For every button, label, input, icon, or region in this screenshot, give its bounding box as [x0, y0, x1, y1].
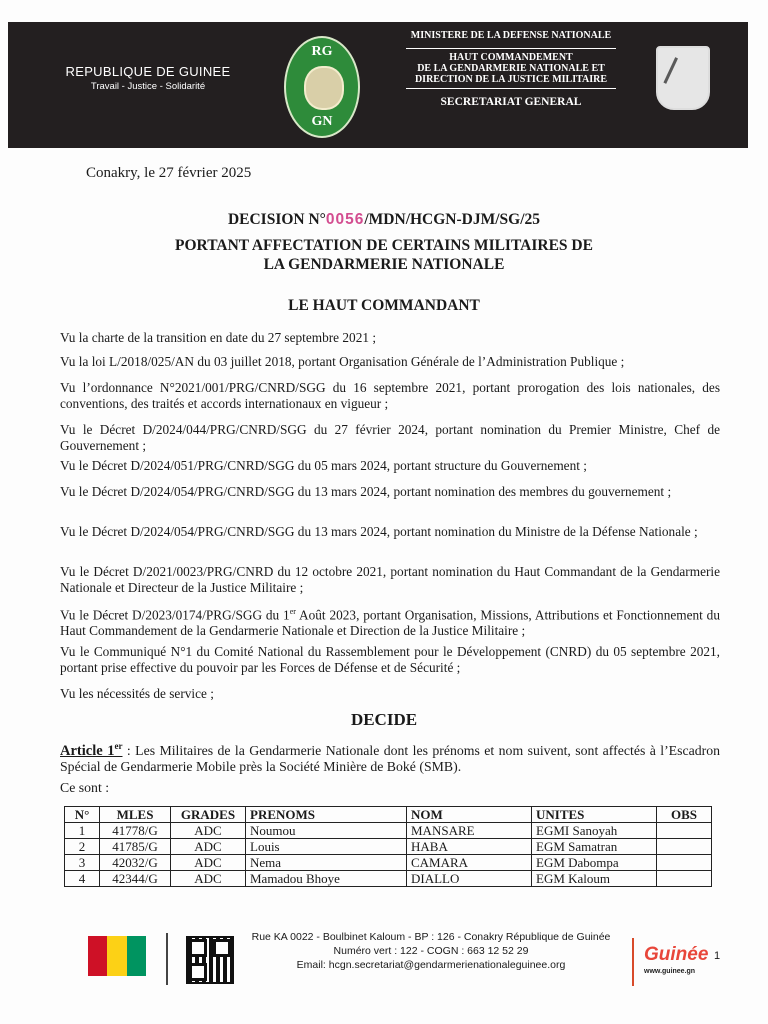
cell-unite: EGM Kaloum — [532, 871, 657, 887]
col-unites: UNITES — [532, 807, 657, 823]
col-obs: OBS — [657, 807, 712, 823]
table-header-row — [65, 807, 712, 823]
footer-contact — [236, 930, 626, 972]
cell-mles: 41778/G — [100, 823, 171, 839]
footer-divider — [166, 933, 168, 985]
consideration-3: Vu l’ordonnance N°2021/001/PRG/CNRD/SGG du 16 septembre 2021, portant prorogation des lois nationales, des conventions, des traités et accords internationaux en vigueur ; — [60, 380, 720, 411]
flag-stripe-green — [127, 936, 146, 976]
flag-stripe-red — [88, 936, 107, 976]
gendarmerie-emblem — [284, 36, 360, 138]
consideration-2: Vu la loi L/2018/025/AN du 03 juillet 2018, portant Organisation Générale de l’Administration Publique ; — [60, 354, 625, 369]
cell-prenoms: Nema — [246, 855, 407, 871]
personnel-table — [64, 806, 712, 887]
consideration-5: Vu le Décret D/2024/051/PRG/CNRD/SGG du 05 mars 2024, portant structure du Gouvernement ; — [60, 458, 587, 473]
cell-mles: 42032/G — [100, 855, 171, 871]
emblem-bottom-text: GN — [311, 114, 333, 129]
consideration-10: Vu le Communiqué N°1 du Comité National du Rassemblement pour le Développement (CNRD) du 05 septembre 2021, portant prise effective du pouvoir par les Forces de Défense et de Sécurité ; — [60, 644, 720, 675]
logo-text: Guinée — [644, 944, 709, 965]
guinee-logo — [644, 944, 708, 975]
cell-obs — [657, 839, 712, 855]
decision-prefix: DECISION N° — [227, 211, 326, 228]
footer-email[interactable]: Email: hcgn.secretariat@gendarmerienationaleguinee.org — [296, 959, 566, 971]
footer-address: Rue KA 0022 - Boulbinet Kaloum - BP : 126 - Conakry République de Guinée — [251, 931, 611, 943]
cell-grade: ADC — [171, 839, 246, 855]
place-date: Conakry, le 27 février 2025 — [86, 165, 252, 181]
these-are: Ce sont : — [60, 780, 110, 795]
republic-block — [38, 64, 258, 92]
command-line-1: HAUT COMMANDEMENT — [449, 52, 573, 63]
article-1-sep: : — [122, 742, 136, 758]
command-line-3: DIRECTION DE LA JUSTICE MILITAIRE — [414, 74, 608, 85]
cell-mles: 41785/G — [100, 839, 171, 855]
divider — [406, 48, 616, 49]
table-row — [65, 823, 712, 839]
secretariat-name: SECRETARIAT GENERAL — [440, 96, 582, 108]
col-mles: MLES — [100, 807, 171, 823]
ministry-block — [376, 30, 646, 108]
decision-subject-1: PORTANT AFFECTATION DE CERTAINS MILITAIRES DE — [175, 237, 593, 254]
ministry-name: MINISTERE DE LA DEFENSE NATIONALE — [410, 30, 612, 41]
cell-nom: CAMARA — [407, 855, 532, 871]
page-number: 1 — [714, 950, 721, 962]
qr-code-icon[interactable] — [186, 936, 234, 984]
article-1-text: Les Militaires de la Gendarmerie Nationale dont les prénoms et nom suivent, sont affectés à l’Escadron Spécial de Gendarmerie Mobile près la Société Minière de Boké (SMB). — [60, 742, 721, 774]
cell-prenoms: Noumou — [246, 823, 407, 839]
cell-grade: ADC — [171, 823, 246, 839]
cell-obs — [657, 855, 712, 871]
consideration-11: Vu les nécessités de service ; — [60, 686, 214, 701]
header-banner — [8, 22, 748, 148]
cell-obs — [657, 871, 712, 887]
cell-grade: ADC — [171, 855, 246, 871]
col-grades: GRADES — [171, 807, 246, 823]
national-seal-icon — [656, 46, 710, 110]
consideration-8: Vu le Décret D/2021/0023/PRG/CNRD du 12 octobre 2021, portant nomination du Haut Commandant de la Gendarmerie Nationale et Directeur de la Justice Militaire ; — [60, 564, 720, 595]
republic-name: REPUBLIQUE DE GUINEE — [65, 64, 231, 79]
cell-unite: EGM Dabompa — [532, 855, 657, 871]
cell-prenoms: Mamadou Bhoye — [246, 871, 407, 887]
decision-title — [0, 212, 768, 228]
cell-number: 2 — [65, 839, 100, 855]
cell-number: 1 — [65, 823, 100, 839]
command-line-2: DE LA GENDARMERIE NATIONALE ET — [417, 63, 605, 74]
cell-nom: MANSARE — [407, 823, 532, 839]
cell-prenoms: Louis — [246, 839, 407, 855]
table-row — [65, 855, 712, 871]
cell-unite: EGMI Sanoyah — [532, 823, 657, 839]
cell-number: 4 — [65, 871, 100, 887]
consideration-1: Vu la charte de la transition en date du 27 septembre 2021 ; — [60, 330, 377, 345]
col-number: N° — [65, 807, 100, 823]
col-prenoms: PRENOMS — [246, 807, 407, 823]
cell-grade: ADC — [171, 871, 246, 887]
decision-subject-2: LA GENDARMERIE NATIONALE — [263, 256, 505, 273]
logo-domain: www.guinee.gn — [644, 968, 696, 975]
cell-nom: DIALLO — [407, 871, 532, 887]
cell-unite: EGM Samatran — [532, 839, 657, 855]
republic-motto: Travail - Justice - Solidarité — [90, 81, 206, 92]
cell-nom: HABA — [407, 839, 532, 855]
article-1-label: Article 1er — [60, 741, 123, 759]
col-nom: NOM — [407, 807, 532, 823]
decide-heading: DECIDE — [350, 710, 418, 729]
emblem-top-text: RG — [311, 44, 333, 59]
consideration-9: Vu le Décret D/2023/0174/PRG/SGG du 1er Août 2023, portant Organisation, Missions, Attributions et Fonctionnement du Haut Commandement de la Gendarmerie Nationale et Direction de la Justice Militaire ; — [60, 607, 720, 639]
flag-stripe-yellow — [107, 936, 126, 976]
cell-mles: 42344/G — [100, 871, 171, 887]
article-1 — [60, 738, 720, 775]
table-row — [65, 839, 712, 855]
cell-number: 3 — [65, 855, 100, 871]
footer-phone: Numéro vert : 122 - COGN : 663 12 52 29 — [333, 945, 529, 957]
cell-obs — [657, 823, 712, 839]
table-row — [65, 871, 712, 887]
consideration-6: Vu le Décret D/2024/054/PRG/CNRD/SGG du 13 mars 2024, portant nomination des membres du gouvernement ; — [60, 484, 672, 499]
authority-title: LE HAUT COMMANDANT — [288, 297, 480, 314]
consideration-4: Vu le Décret D/2024/044/PRG/CNRD/SGG du 27 février 2024, portant nomination du Premier Ministre, Chef de Gouvernement ; — [60, 422, 720, 453]
consideration-7: Vu le Décret D/2024/054/PRG/CNRD/SGG du 13 mars 2024, portant nomination du Ministre de la Défense Nationale ; — [60, 524, 698, 539]
lion-icon — [304, 66, 344, 110]
guinea-flag-icon — [88, 936, 146, 976]
footer-divider-accent — [632, 938, 634, 986]
decision-number: 0056 — [325, 211, 365, 228]
divider — [406, 88, 616, 89]
decision-suffix: /MDN/HCGN-DJM/SG/25 — [364, 211, 541, 228]
